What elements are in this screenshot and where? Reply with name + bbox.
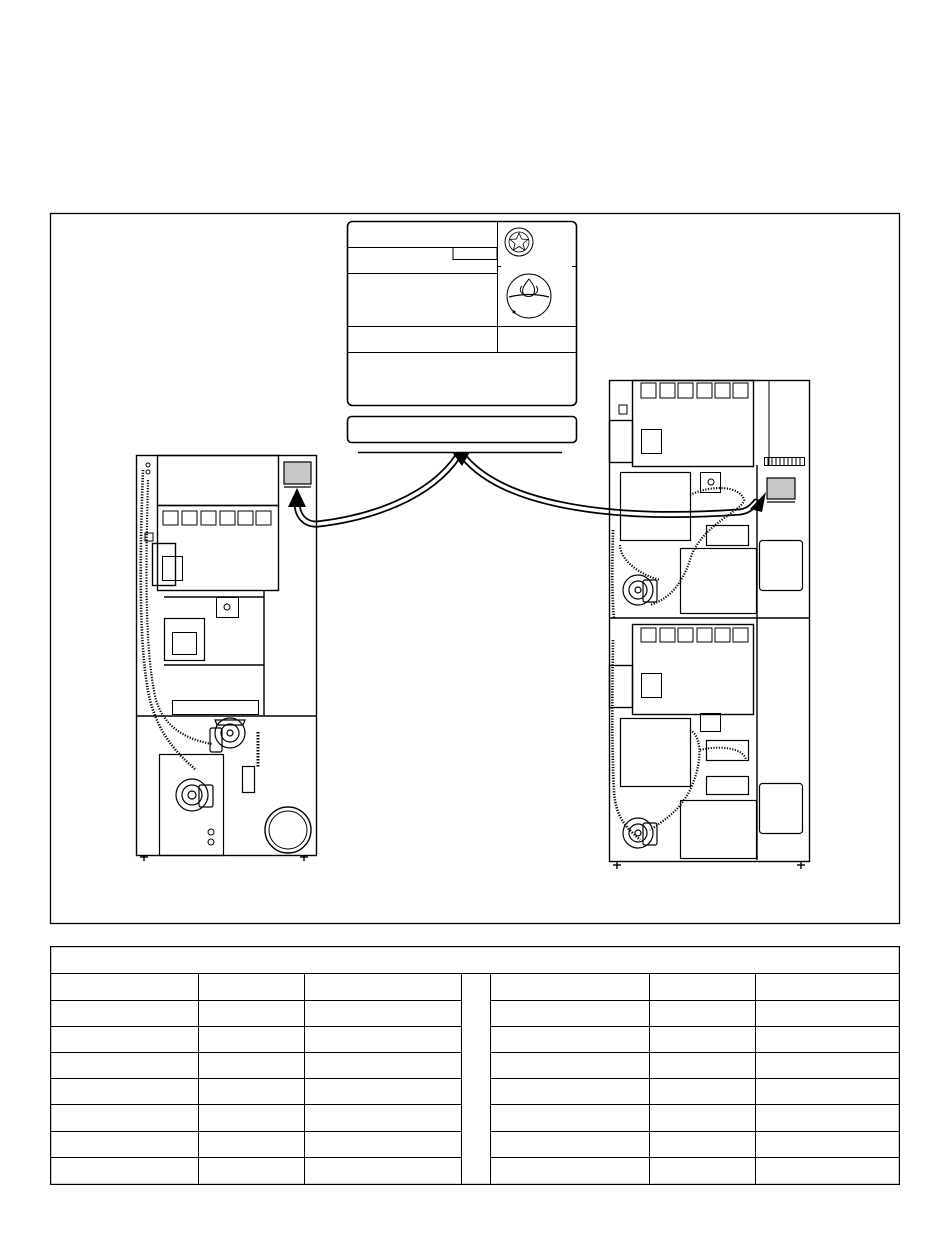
right-rating-plate-marker [767, 478, 795, 502]
star-seal-icon [505, 228, 533, 256]
left-flue-collar [265, 807, 311, 853]
callout-arrows [288, 452, 766, 524]
right-vent-grille [765, 458, 805, 466]
right-access-panel-upper [760, 541, 803, 591]
right-lower-burner-ports [641, 628, 748, 642]
right-upper-terminal-block [707, 526, 749, 546]
rating-plate [348, 222, 577, 406]
right-upper-burner-ports [641, 383, 748, 398]
left-rating-plate-marker [284, 462, 311, 487]
right-access-panel-lower [760, 784, 803, 834]
plate-callout-bar [348, 417, 577, 443]
spec-table-grid [50, 946, 900, 1185]
left-control-box [158, 456, 279, 506]
right-lower-inducer-motor [623, 818, 657, 848]
right-upper-gas-valve [610, 421, 633, 463]
left-mounting-rail [173, 701, 259, 715]
right-furnace-unit [610, 380, 810, 869]
specification-table [50, 946, 900, 1184]
right-lower-terminal-block [707, 741, 749, 761]
left-furnace-unit [137, 456, 317, 862]
left-blower-motor [176, 779, 213, 811]
flame-seal-icon [507, 274, 551, 318]
right-upper-inducer-motor [623, 575, 657, 605]
left-burner-ports [163, 511, 271, 525]
right-unit-cabinet [610, 381, 810, 862]
arrow-head-left [288, 488, 306, 507]
left-gas-valve [153, 544, 176, 586]
table-border [51, 947, 900, 1185]
left-inducer-motor [210, 718, 245, 752]
left-limit-switch [243, 767, 255, 793]
